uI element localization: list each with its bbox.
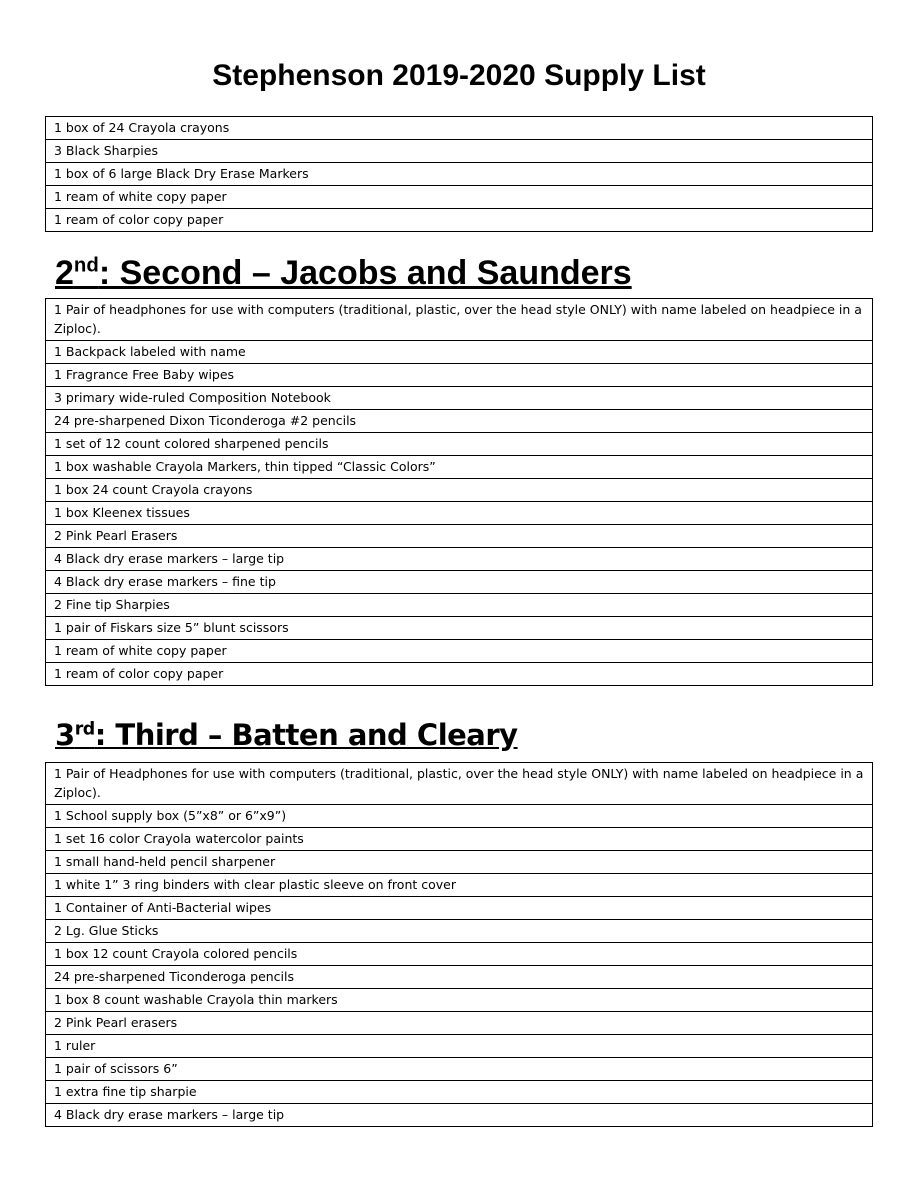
supply-item [46,763,873,805]
supply-item-text: 1 pair of scissors 6” [46,1058,873,1081]
supply-item [46,1081,873,1104]
supply-item [46,299,873,341]
supply-item-text: 4 Black dry erase markers – fine tip [46,571,873,594]
supply-item-text: 1 Container of Anti-Bacterial wipes [46,897,873,920]
supply-item-text: 1 Fragrance Free Baby wipes [46,364,873,387]
supply-item [46,140,873,163]
supply-item-text: 1 small hand-held pencil sharpener [46,851,873,874]
third-grade-supply-table [45,762,873,1127]
supply-item [46,525,873,548]
supply-item-text: 3 primary wide-ruled Composition Notebook [46,387,873,410]
supply-item-text: 1 pair of Fiskars size 5” blunt scissors [46,617,873,640]
supply-item-text: 1 box 12 count Crayola colored pencils [46,943,873,966]
supply-item-text: 3 Black Sharpies [46,140,873,163]
supply-item-text: 1 ream of white copy paper [46,186,873,209]
supply-item [46,117,873,140]
supply-item-text: 1 box of 6 large Black Dry Erase Markers [46,163,873,186]
supply-item [46,943,873,966]
supply-item [46,897,873,920]
supply-item [46,828,873,851]
supply-item [46,617,873,640]
supply-item-text: 2 Fine tip Sharpies [46,594,873,617]
supply-item [46,163,873,186]
supply-item-text: 1 Backpack labeled with name [46,341,873,364]
supply-item [46,1012,873,1035]
supply-item-text: 1 set of 12 count colored sharpened pencils [46,433,873,456]
first-supply-table [45,116,873,232]
supply-item [46,1035,873,1058]
supply-item [46,989,873,1012]
supply-item-text: 4 Black dry erase markers – large tip [46,548,873,571]
page-title: Stephenson 2019-2020 Supply List [212,59,706,92]
supply-item-text: 1 white 1” 3 ring binders with clear plastic sleeve on front cover [46,874,873,897]
supply-item-text: 1 Pair of headphones for use with computers (traditional, plastic, over the head style ONLY) with name labeled on headpiece in a Ziploc). [46,299,873,341]
supply-item-text: 1 set 16 color Crayola watercolor paints [46,828,873,851]
supply-item-text: 2 Lg. Glue Sticks [46,920,873,943]
supply-item [46,920,873,943]
supply-item [46,209,873,232]
heading-grade-text: : Third – Batten and Cleary [94,718,518,752]
supply-item [46,186,873,209]
supply-item-text: 1 ream of white copy paper [46,640,873,663]
supply-item-text: 24 pre-sharpened Dixon Ticonderoga #2 pencils [46,410,873,433]
supply-item [46,433,873,456]
heading-grade-text: : Second – Jacobs and Saunders [98,254,632,292]
supply-item [46,1104,873,1127]
heading-ordinal-suffix: rd [74,719,95,740]
supply-item [46,387,873,410]
supply-item-text: 1 School supply box (5”x8” or 6”x9”) [46,805,873,828]
supply-item-text: 1 ruler [46,1035,873,1058]
heading-ordinal-suffix: nd [73,254,99,277]
supply-item-text: 1 box Kleenex tissues [46,502,873,525]
supply-item-text: 1 box 8 count washable Crayola thin markers [46,989,873,1012]
supply-item-text: 1 ream of color copy paper [46,663,873,686]
supply-item [46,805,873,828]
supply-item [46,640,873,663]
supply-item-text: 1 extra fine tip sharpie [46,1081,873,1104]
supply-item [46,851,873,874]
second-grade-heading [55,253,632,293]
supply-item [46,1058,873,1081]
supply-item-text: 2 Pink Pearl erasers [46,1012,873,1035]
supply-item-text: 1 box washable Crayola Markers, thin tipped “Classic Colors” [46,456,873,479]
supply-item-text: 1 ream of color copy paper [46,209,873,232]
supply-item [46,548,873,571]
second-grade-supply-table [45,298,873,686]
supply-item [46,966,873,989]
supply-item-text: 4 Black dry erase markers – large tip [46,1104,873,1127]
heading-grade-number: 3 [55,718,75,752]
supply-item [46,594,873,617]
supply-item-text: 1 box 24 count Crayola crayons [46,479,873,502]
supply-item [46,341,873,364]
supply-item [46,410,873,433]
supply-item [46,479,873,502]
supply-item [46,364,873,387]
supply-item-text: 1 box of 24 Crayola crayons [46,117,873,140]
heading-grade-number: 2 [55,254,74,292]
supply-item [46,571,873,594]
supply-item [46,663,873,686]
supply-item-text: 24 pre-sharpened Ticonderoga pencils [46,966,873,989]
supply-item [46,874,873,897]
supply-item-text: 1 Pair of Headphones for use with computers (traditional, plastic, over the head style ONLY) with name labeled on headpiece in a Ziploc). [46,763,873,805]
supply-item [46,456,873,479]
supply-item-text: 2 Pink Pearl Erasers [46,525,873,548]
third-grade-heading [55,717,518,753]
supply-item [46,502,873,525]
page-bottom-margin [0,1134,918,1188]
